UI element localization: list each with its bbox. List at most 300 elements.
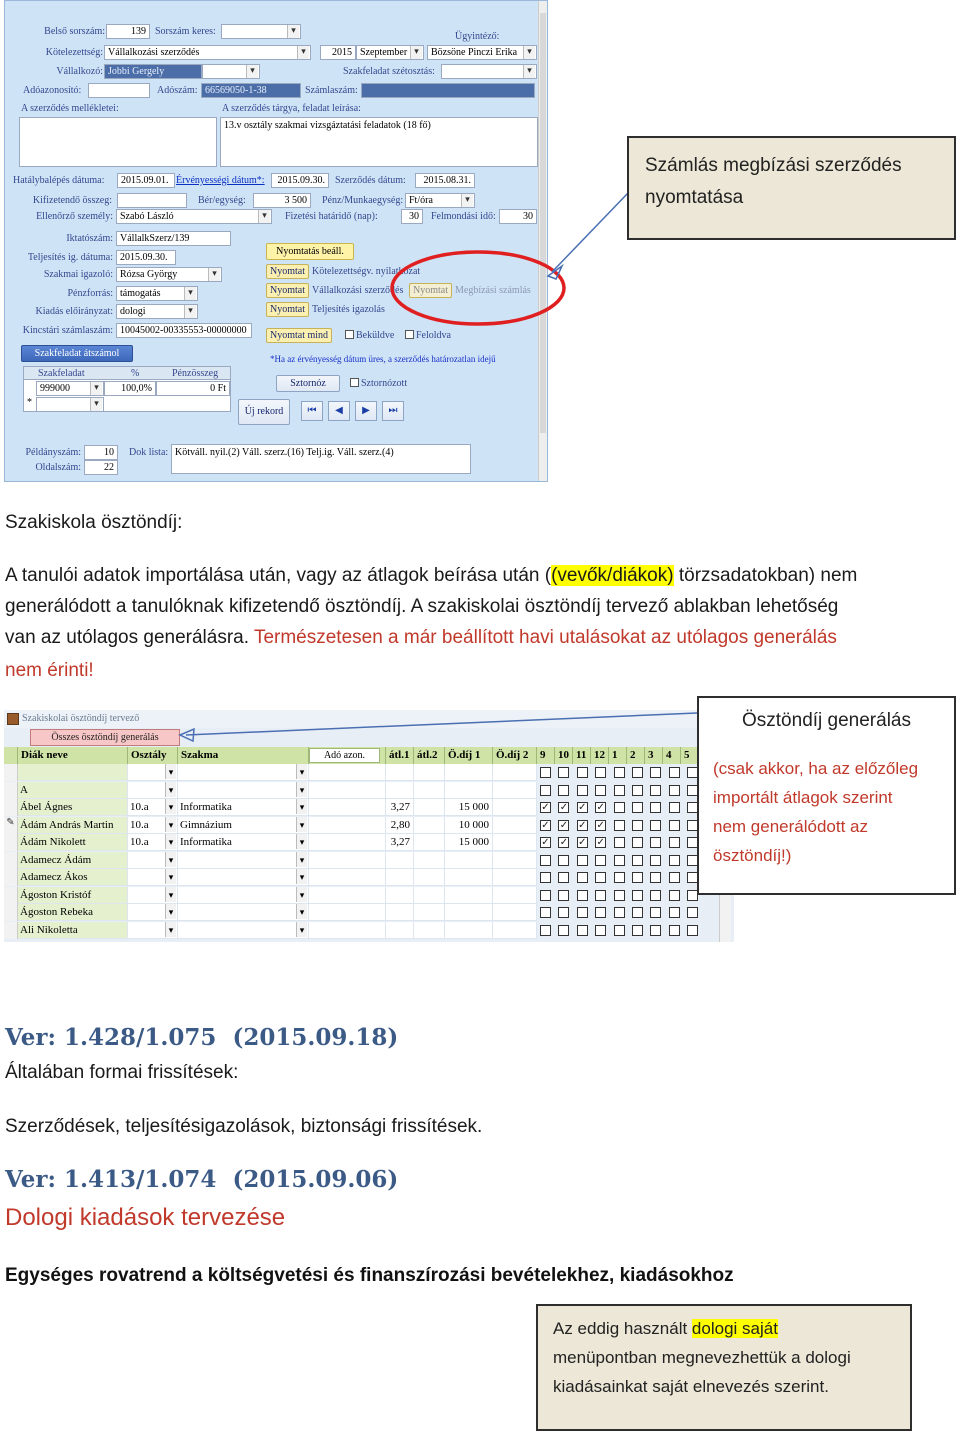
hatalybalepes-field[interactable]: 2015.09.01. [117, 173, 175, 188]
row-selector[interactable] [4, 887, 18, 904]
month-checkbox[interactable] [669, 855, 680, 866]
grid-header-corner [4, 747, 18, 764]
month-checkbox[interactable] [595, 785, 606, 796]
month-checkbox[interactable]: ✓ [559, 819, 569, 831]
ervenyessegi-label[interactable]: Érvényességi dátum*: [176, 175, 265, 186]
oldalszam-field[interactable]: 22 [84, 460, 118, 475]
profession-cell[interactable] [178, 764, 309, 781]
chevron-down-icon[interactable]: ▾ [296, 852, 307, 867]
chevron-down-icon[interactable]: ▾ [296, 764, 307, 779]
month-checkbox[interactable] [632, 820, 643, 831]
month-checkbox[interactable]: ✓ [541, 837, 550, 848]
month-checkbox[interactable] [558, 785, 569, 796]
class-cell[interactable] [128, 764, 178, 781]
month-checkbox[interactable] [632, 837, 643, 848]
grid-row-szakfeladat[interactable]: 999000 ▾ [36, 381, 104, 396]
scholarship1-cell[interactable] [445, 869, 493, 886]
adoazonosito-field[interactable] [88, 83, 150, 98]
class-cell[interactable] [128, 852, 178, 869]
tax-id-cell[interactable] [309, 764, 386, 781]
tax-id-cell[interactable] [309, 782, 386, 799]
average1-cell[interactable]: 2,80 [386, 817, 414, 834]
callout3-line3: kiadásainkat saját elnevezés szerint. [553, 1377, 829, 1396]
chevron-down-icon[interactable]: ▾ [296, 782, 307, 797]
ber-egyseg-field[interactable]: 3 500 [253, 193, 311, 208]
grid-header-cell: Diák neve [18, 747, 128, 764]
kincstari-label: Kincstári számlaszám: [22, 325, 113, 336]
vallalkozo-field[interactable]: Jobbi Gergely [104, 64, 202, 79]
grid-row-percent[interactable]: 100,0% [104, 381, 156, 396]
month-checkbox[interactable] [595, 855, 606, 866]
profession-cell[interactable] [178, 869, 309, 886]
month-checkbox[interactable] [650, 890, 661, 901]
tax-id-cell[interactable] [309, 887, 386, 904]
month-checkbox[interactable] [669, 802, 680, 813]
scholarship2-cell[interactable] [493, 817, 537, 834]
vallalkozo-dropdown[interactable] [202, 64, 260, 79]
szerzodes-datum-field[interactable]: 2015.08.31. [415, 173, 475, 188]
peldanyszam-label: Példányszám: [25, 447, 81, 458]
month-checkbox[interactable] [650, 907, 661, 918]
row-selector[interactable] [4, 764, 18, 781]
class-cell[interactable] [128, 887, 178, 904]
month-checkbox[interactable] [669, 767, 680, 778]
month-checkbox[interactable] [595, 890, 606, 901]
first-record-icon[interactable]: ⏮ [301, 401, 323, 421]
chevron-down-icon[interactable]: ▾ [165, 869, 176, 884]
month-checkbox[interactable] [558, 855, 569, 866]
month-checkbox[interactable] [650, 820, 661, 831]
chevron-down-icon[interactable]: ▾ [296, 922, 307, 937]
average2-cell[interactable] [414, 869, 445, 886]
month-checkbox[interactable] [558, 907, 569, 918]
table-row[interactable] [4, 869, 734, 887]
average1-cell[interactable]: 3,27 [386, 834, 414, 851]
month-checkbox[interactable] [650, 872, 661, 883]
version-1-line1: Általában formai frissítések: [5, 1062, 239, 1083]
bekuldve-box[interactable] [345, 330, 354, 339]
scholarship1-cell[interactable] [445, 782, 493, 799]
month-checkbox[interactable] [614, 925, 625, 936]
chevron-down-icon[interactable]: ▾ [165, 782, 176, 797]
month-checkbox[interactable] [614, 767, 625, 778]
grid-header-cell: átl.2 [414, 747, 445, 764]
average1-cell[interactable]: 3,27 [386, 799, 414, 816]
kifizetendo-label: Kifizetendő összeg: [32, 195, 112, 206]
kotelezettseg-dropdown[interactable]: Vállalkozási szerződés ▾ [104, 45, 311, 60]
kifizetendo-field[interactable] [117, 193, 187, 208]
mellekletei-textarea[interactable] [19, 117, 217, 167]
row-selector[interactable] [4, 834, 18, 851]
month-checkbox[interactable] [540, 767, 551, 778]
month-checkbox[interactable] [632, 767, 643, 778]
month-checkbox[interactable] [614, 890, 625, 901]
scholarship2-cell[interactable] [493, 764, 537, 781]
scholarship2-cell[interactable] [493, 922, 537, 939]
hatalybalepes-label: Hatálybalépés dátuma: [13, 175, 105, 186]
month-checkbox[interactable] [669, 925, 680, 936]
feloldva-box[interactable] [405, 330, 414, 339]
table-row[interactable] [4, 904, 734, 922]
fizetesi-hatarido-field[interactable]: 30 [401, 209, 423, 224]
uj-rekord-button[interactable]: Új rekord [238, 399, 290, 425]
scholarship2-cell[interactable] [493, 782, 537, 799]
month-checkbox[interactable]: ✓ [559, 802, 569, 813]
month-checkbox[interactable] [669, 785, 680, 796]
month-checkbox[interactable] [577, 767, 588, 778]
class-cell[interactable]: 10.a ▾ [128, 834, 178, 851]
scholarship2-cell[interactable] [493, 887, 537, 904]
nyomtat-vallalkozasi-button[interactable]: Nyomtat [266, 283, 309, 298]
average2-cell[interactable] [414, 817, 445, 834]
table-row[interactable] [4, 852, 734, 870]
month-checkbox[interactable] [595, 907, 606, 918]
month-checkbox[interactable] [650, 837, 661, 848]
szamlaszam-label: Számlaszám: [305, 85, 358, 96]
month-checkbox[interactable] [614, 872, 625, 883]
month-checkbox[interactable] [687, 925, 698, 936]
month-checkbox[interactable]: ✓ [578, 802, 587, 813]
scholarship1-cell[interactable] [445, 764, 493, 781]
row-selector[interactable] [4, 782, 18, 799]
szakiskola-heading: Szakiskola ösztöndíj: [5, 512, 183, 533]
month-checkbox[interactable] [595, 872, 606, 883]
targya-textarea[interactable]: 13.v osztály szakmai vizsgáztatási feladatok (18 fő) [220, 117, 538, 167]
year-field[interactable]: 2015 [320, 45, 356, 60]
chevron-down-icon[interactable]: ▾ [296, 887, 307, 902]
profession-cell[interactable]: Gimnázium ▾ [178, 817, 309, 834]
month-checkbox[interactable] [614, 820, 625, 831]
sztornozott-box[interactable] [350, 378, 359, 387]
month-checkbox[interactable]: ✓ [578, 837, 587, 848]
month-checkbox[interactable] [669, 907, 680, 918]
profession-cell[interactable]: Informatika ▾ [178, 834, 309, 851]
month-checkbox[interactable] [540, 890, 551, 901]
month-checkbox[interactable] [614, 802, 625, 813]
ellenorzo-dropdown[interactable]: Szabó László ▾ [116, 209, 272, 224]
teljesites-label: Teljesítés ig. dátuma: [27, 252, 113, 263]
bekuldve-checkbox[interactable] [345, 330, 394, 341]
month-checkbox[interactable] [614, 785, 625, 796]
chevron-down-icon[interactable]: ▾ [165, 922, 176, 937]
grid-new-row-dropdown[interactable] [36, 397, 104, 412]
month-checkbox[interactable] [687, 907, 698, 918]
grid-header-cell: Ö.díj 2 [493, 747, 537, 764]
profession-cell[interactable] [178, 922, 309, 939]
month-checkbox[interactable]: ✓ [559, 837, 569, 848]
table-row[interactable] [4, 922, 734, 940]
grid-header-cell: 12 [591, 747, 609, 764]
average2-cell[interactable] [414, 764, 445, 781]
profession-cell[interactable] [178, 887, 309, 904]
scholarship2-cell[interactable] [493, 852, 537, 869]
szamlaszam-field[interactable] [361, 83, 535, 98]
average1-cell[interactable] [386, 904, 414, 921]
tax-id-cell[interactable] [309, 834, 386, 851]
table-row[interactable] [4, 887, 734, 905]
scholarship1-cell[interactable] [445, 887, 493, 904]
month-checkbox[interactable] [614, 907, 625, 918]
month-checkbox[interactable]: ✓ [541, 819, 550, 831]
chevron-down-icon[interactable]: ▾ [296, 834, 307, 849]
nyomtat-megbizasi-button[interactable]: Nyomtat [409, 283, 452, 298]
penzforras-dropdown[interactable]: támogatás ▾ [116, 286, 198, 301]
average1-cell[interactable] [386, 869, 414, 886]
month-checkbox[interactable] [595, 767, 606, 778]
grid-header-cell: 5 [681, 747, 699, 764]
chevron-down-icon[interactable]: ▾ [165, 764, 176, 779]
next-record-icon[interactable]: ▶ [355, 401, 377, 421]
average1-cell[interactable] [386, 922, 414, 939]
chevron-down-icon[interactable]: ▾ [165, 799, 176, 814]
average1-cell[interactable] [386, 887, 414, 904]
average2-cell[interactable] [414, 782, 445, 799]
student-name-cell[interactable] [18, 764, 128, 781]
month-checkbox[interactable] [540, 855, 551, 866]
grid-col-penzosszeg: Pénzösszeg [172, 368, 219, 379]
scholarship1-cell[interactable] [445, 922, 493, 939]
dok-lista-field[interactable]: Kötváll. nyil.(2) Váll. szerz.(16) Telj.ig. Váll. szerz.(4) [171, 444, 471, 474]
average1-cell[interactable] [386, 764, 414, 781]
table-row[interactable] [4, 817, 734, 835]
chevron-down-icon[interactable]: ▾ [165, 904, 176, 919]
scholarship2-cell[interactable] [493, 834, 537, 851]
row-selector[interactable] [4, 852, 18, 869]
class-cell[interactable]: 10.a ▾ [128, 799, 178, 816]
callout-arrow-head [548, 266, 562, 279]
nyomtat-kotelezettsegv-button[interactable]: Nyomtat [266, 264, 309, 279]
generate-all-scholarships-button[interactable]: Összes ösztöndíj generálás [30, 729, 180, 746]
kincstari-field[interactable]: 10045002-00335553-00000000 [116, 323, 252, 338]
class-cell[interactable] [128, 782, 178, 799]
ervenyesseg-note: *Ha az érvényesség dátum üres, a szerződés határozatlan idejű [270, 354, 496, 364]
nyomtat-teljesites-button[interactable]: Nyomtat [266, 302, 309, 317]
student-name-cell[interactable]: Ábel Ágnes [18, 799, 128, 816]
profession-cell[interactable]: Informatika ▾ [178, 799, 309, 816]
para1-line1-a: A tanulói adatok importálása után, vagy az átlagok beírása után ( [5, 565, 552, 586]
tax-id-cell[interactable] [309, 922, 386, 939]
chevron-down-icon[interactable]: ▾ [296, 817, 307, 832]
student-name-cell[interactable]: Adamecz Ákos [18, 869, 128, 886]
felmondasi-ido-field[interactable]: 30 [499, 209, 537, 224]
month-checkbox[interactable]: ✓ [596, 837, 605, 848]
month-checkbox[interactable]: ✓ [541, 802, 550, 813]
version-1-heading [5, 1024, 398, 1051]
ervenyessegi-field[interactable]: 2015.09.30. [271, 173, 329, 188]
month-checkbox[interactable] [558, 925, 569, 936]
scholarship1-cell[interactable] [445, 852, 493, 869]
month-checkbox[interactable] [632, 872, 643, 883]
month-checkbox[interactable] [632, 890, 643, 901]
para1-line1 [5, 560, 857, 591]
student-name-cell[interactable]: Ádám Nikolett [18, 834, 128, 851]
month-checkbox[interactable] [540, 872, 551, 883]
tax-id-cell[interactable] [309, 869, 386, 886]
class-cell[interactable] [128, 922, 178, 939]
row-selector[interactable]: ✎ [4, 817, 18, 834]
average2-cell[interactable] [414, 887, 445, 904]
ugyintezo-dropdown[interactable]: Bözsöne Pinczi Erika ▾ [427, 45, 537, 60]
para1-line2: generálódott a tanulóknak kifizetendő ösztöndíj. A szakiskolai ösztöndíj tervező ablakban lehetőség [5, 596, 839, 617]
month-checkbox[interactable] [632, 855, 643, 866]
chevron-down-icon[interactable]: ▾ [296, 799, 307, 814]
szakfeladat-szetosztas-dropdown[interactable] [441, 64, 537, 79]
month-checkbox[interactable] [577, 907, 588, 918]
belso-sorszam-field[interactable]: 139 [106, 24, 150, 39]
feloldva-checkbox[interactable] [405, 330, 451, 341]
student-name-cell[interactable]: A [18, 782, 128, 799]
month-checkbox[interactable] [540, 785, 551, 796]
sztornoz-button[interactable]: Sztornóz [276, 375, 340, 392]
month-checkbox[interactable] [669, 890, 680, 901]
month-checkbox[interactable] [650, 855, 661, 866]
profession-cell[interactable] [178, 904, 309, 921]
average2-cell[interactable] [414, 834, 445, 851]
szakfeladat-atszamol-button[interactable]: Szakfeladat átszámol [21, 345, 133, 362]
student-name-cell[interactable]: Adamecz Ádám [18, 852, 128, 869]
class-cell[interactable] [128, 869, 178, 886]
scholarship1-cell[interactable] [445, 904, 493, 921]
form-scrollbar[interactable] [538, 1, 547, 482]
tax-id-cell[interactable] [309, 904, 386, 921]
iktatoszam-field[interactable]: VállalkSzerz/139 [116, 231, 231, 246]
penz-munkaegyseg-dropdown[interactable]: Ft/óra ▾ [405, 193, 475, 208]
month-checkbox[interactable] [540, 907, 551, 918]
month-checkbox[interactable] [632, 802, 643, 813]
average1-cell[interactable] [386, 852, 414, 869]
adoszam-field[interactable]: 66569050-1-38 [201, 83, 301, 98]
ellenorzo-label: Ellenőrző személy: [36, 211, 113, 222]
month-checkbox[interactable] [577, 855, 588, 866]
chevron-down-icon[interactable]: ▾ [165, 852, 176, 867]
class-cell[interactable]: 10.a ▾ [128, 817, 178, 834]
average2-cell[interactable] [414, 904, 445, 921]
month-checkbox[interactable]: ✓ [596, 819, 605, 831]
chevron-down-icon[interactable]: ▾ [165, 887, 176, 902]
szakmai-igazolo-dropdown[interactable]: Rózsa György ▾ [116, 267, 222, 282]
month-checkbox[interactable] [558, 890, 569, 901]
student-name-cell[interactable]: Ali Nikoletta [18, 922, 128, 939]
scholarship1-cell[interactable]: 10 000 [445, 817, 493, 834]
table-row[interactable] [4, 834, 734, 852]
felmondasi-ido-label: Felmondási idő: [431, 211, 496, 222]
callout1-line2: nyomtatása [645, 187, 744, 208]
version-2-number: Ver: 1.413/1.074 [5, 1166, 217, 1193]
month-checkbox[interactable] [595, 925, 606, 936]
month-checkbox[interactable] [669, 837, 680, 848]
student-name-cell[interactable]: Ágoston Kristóf [18, 887, 128, 904]
tax-id-cell[interactable] [309, 799, 386, 816]
ado-azon-button[interactable]: Adó azon. [309, 748, 380, 763]
row-selector[interactable] [4, 869, 18, 886]
row-selector[interactable] [4, 922, 18, 939]
chevron-down-icon[interactable]: ▾ [165, 834, 176, 849]
callout-print-invoice [627, 136, 956, 240]
month-checkbox[interactable] [558, 767, 569, 778]
average2-cell[interactable] [414, 922, 445, 939]
month-checkbox[interactable] [577, 785, 588, 796]
sorszam-kereses-label: Sorszám keres: [155, 26, 216, 37]
row-selector[interactable] [4, 904, 18, 921]
scrollbar-thumb[interactable] [540, 13, 546, 433]
scholarship1-cell[interactable]: 15 000 [445, 799, 493, 816]
month-checkbox[interactable]: ✓ [578, 819, 587, 831]
para1-line1-b: törzsadatokban) nem [673, 565, 858, 586]
month-checkbox[interactable] [632, 907, 643, 918]
szakfeladat-szetosztas-label: Szakfeladat szétosztás: [343, 66, 435, 77]
table-row[interactable] [4, 799, 734, 817]
month-checkbox[interactable] [577, 890, 588, 901]
class-cell[interactable] [128, 904, 178, 921]
belso-sorszam-label: Belső sorszám: [44, 26, 105, 37]
grid-row-penzosszeg[interactable]: 0 Ft [156, 381, 230, 396]
chevron-down-icon[interactable]: ▾ [165, 817, 176, 832]
chevron-down-icon[interactable]: ▾ [296, 869, 307, 884]
tax-id-cell[interactable] [309, 817, 386, 834]
table-row[interactable] [4, 782, 734, 800]
chevron-down-icon[interactable]: ▾ [296, 904, 307, 919]
month-checkbox[interactable] [577, 872, 588, 883]
para1-line3-red: Természetesen a már beállított havi utalásokat az utólagos generálás [253, 627, 837, 648]
month-checkbox[interactable] [577, 925, 588, 936]
sztornozott-text: Sztornózott [361, 378, 408, 389]
student-name-cell[interactable]: Ádám András Martin [18, 817, 128, 834]
month-checkbox[interactable] [614, 837, 625, 848]
month-checkbox[interactable] [632, 925, 643, 936]
profession-cell[interactable] [178, 852, 309, 869]
month-checkbox[interactable] [540, 925, 551, 936]
month-checkbox[interactable] [632, 785, 643, 796]
dok-lista-label: Dok lista: [129, 447, 169, 458]
sorszam-kereses-dropdown[interactable] [221, 24, 301, 39]
prev-record-icon[interactable]: ◀ [328, 401, 350, 421]
month-checkbox[interactable] [669, 872, 680, 883]
contract-form-screenshot [4, 0, 548, 482]
month-checkbox[interactable] [650, 785, 661, 796]
month-checkbox[interactable] [669, 820, 680, 831]
callout3-highlight: dologi saját [691, 1319, 778, 1338]
window-title: Szakiskolai ösztöndíj tervező [4, 710, 734, 728]
sztornozott-checkbox[interactable] [350, 378, 407, 389]
month-checkbox[interactable] [650, 925, 661, 936]
month-checkbox[interactable] [614, 855, 625, 866]
table-row[interactable] [4, 764, 734, 782]
student-name-cell[interactable]: Ágoston Rebeka [18, 904, 128, 921]
profession-cell[interactable] [178, 782, 309, 799]
last-record-icon[interactable]: ⏭ [382, 401, 404, 421]
month-checkbox[interactable] [650, 767, 661, 778]
kiadas-eloiranyzat-dropdown[interactable]: dologi ▾ [116, 304, 198, 319]
average2-cell[interactable] [414, 852, 445, 869]
average1-cell[interactable] [386, 782, 414, 799]
scholarship2-cell[interactable] [493, 799, 537, 816]
month-checkbox[interactable] [650, 802, 661, 813]
teljesites-field[interactable]: 2015.09.30. [116, 250, 176, 265]
nyomtat-mind-button[interactable]: Nyomtat mind [266, 328, 332, 343]
scholarship2-cell[interactable] [493, 869, 537, 886]
nyomtatas-beall-button[interactable]: Nyomtatás beáll. [266, 243, 354, 260]
month-checkbox[interactable]: ✓ [596, 802, 605, 813]
row-selector[interactable] [4, 799, 18, 816]
scholarship1-cell[interactable]: 15 000 [445, 834, 493, 851]
month-checkbox[interactable] [558, 872, 569, 883]
average2-cell[interactable] [414, 799, 445, 816]
tax-id-cell[interactable] [309, 852, 386, 869]
peldanyszam-field[interactable]: 10 [84, 445, 118, 460]
version-1-number: Ver: 1.428/1.075 [5, 1024, 217, 1051]
scholarship2-cell[interactable] [493, 904, 537, 921]
month-dropdown[interactable]: Szeptember ▾ [356, 45, 424, 60]
